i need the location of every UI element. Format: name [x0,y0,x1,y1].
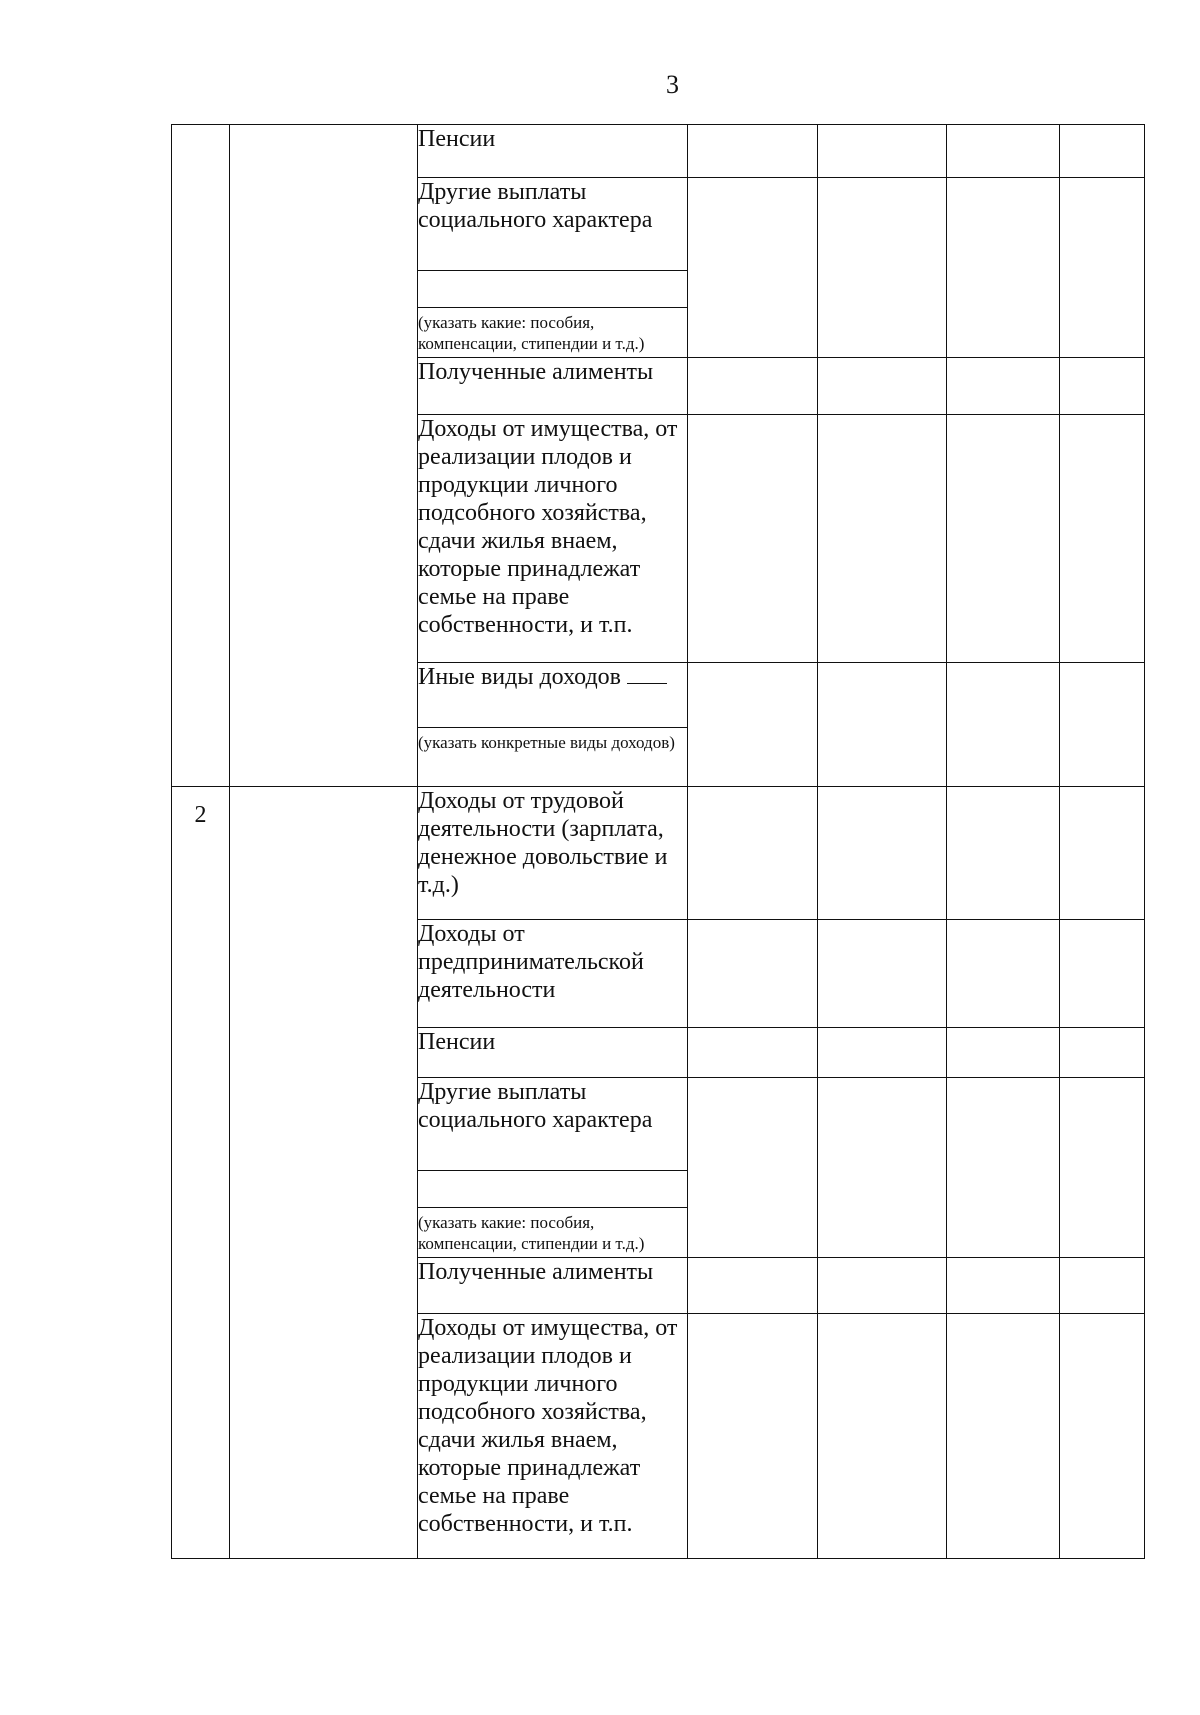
value-cell[interactable] [947,358,1060,415]
value-cell[interactable] [688,178,818,358]
income-type-cell [418,1314,688,1559]
value-cell[interactable] [688,1258,818,1314]
row-number-cell [172,787,230,1559]
value-cell[interactable] [947,663,1060,787]
income-type-cell [418,920,688,1028]
fill-in-inline[interactable] [627,663,667,684]
value-cell[interactable] [1060,1314,1145,1559]
value-cell[interactable] [1060,663,1145,787]
income-type-label: Доходы от имущества, от реализации плодов и продукции личного подсобного хозяйства, сдачи жилья внаем, которые принадлежат семье на праве собственности, и т.п. [418,416,678,638]
value-cell[interactable] [1060,1028,1145,1078]
value-cell[interactable] [688,787,818,920]
value-cell[interactable] [818,125,947,178]
income-type-label: Пенсии [418,126,496,152]
value-cell[interactable] [947,178,1060,358]
income-type-label: Иные виды доходов [418,663,687,691]
income-type-label: Доходы от предпринимательской деятельности [418,921,644,1003]
row-number: 2 [194,802,207,828]
income-table [171,124,1145,1559]
value-cell[interactable] [947,920,1060,1028]
table-row [172,125,1145,178]
value-cell[interactable] [947,125,1060,178]
value-cell[interactable] [688,1078,818,1258]
income-type-cell [418,1028,688,1078]
fill-in-line[interactable] [418,1144,687,1171]
value-cell[interactable] [818,415,947,663]
income-type-note: (указать конкретные виды доходов) [418,733,675,752]
value-cell[interactable] [688,125,818,178]
value-cell[interactable] [818,358,947,415]
value-cell[interactable] [947,1078,1060,1258]
income-type-cell [418,358,688,415]
value-cell[interactable] [688,663,818,787]
income-type-label: Полученные алименты [418,359,654,385]
income-type-cell [418,415,688,663]
fill-in-line[interactable] [418,281,687,308]
value-cell[interactable] [818,1028,947,1078]
value-cell[interactable] [947,1258,1060,1314]
value-cell[interactable] [688,358,818,415]
value-cell[interactable] [947,787,1060,920]
value-cell[interactable] [1060,787,1145,920]
income-type-label: Другие выплаты социального характера [418,179,653,233]
value-cell[interactable] [1060,920,1145,1028]
fill-in-line[interactable] [418,1181,687,1208]
value-cell[interactable] [818,178,947,358]
income-type-note: (указать какие: пособия, компенсации, стипендии и т.д.) [418,313,645,353]
income-type-label: Другие выплаты социального характера [418,1079,653,1133]
table-row [172,787,1145,920]
value-cell[interactable] [688,1028,818,1078]
value-cell[interactable] [688,1314,818,1559]
value-cell[interactable] [818,663,947,787]
value-cell[interactable] [688,415,818,663]
value-cell[interactable] [947,1028,1060,1078]
value-cell[interactable] [1060,415,1145,663]
fill-in-line[interactable] [418,244,687,271]
income-type-label: Доходы от имущества, от реализации плодов и продукции личного подсобного хозяйства, сдачи жилья внаем, которые принадлежат семье на праве собственности, и т.п. [418,1315,678,1537]
value-cell[interactable] [1060,1078,1145,1258]
member-cell[interactable] [230,787,418,1559]
value-cell[interactable] [818,1314,947,1559]
income-type-cell [418,663,688,787]
fill-in-line[interactable] [418,701,687,728]
member-cell[interactable] [230,125,418,787]
income-type-label: Полученные алименты [418,1259,654,1285]
value-cell[interactable] [818,1078,947,1258]
value-cell[interactable] [818,1258,947,1314]
income-type-cell [418,125,688,178]
value-cell[interactable] [1060,358,1145,415]
page-number: 3 [666,70,679,99]
income-type-label: Пенсии [418,1029,496,1055]
income-type-note: (указать какие: пособия, компенсации, стипендии и т.д.) [418,1213,645,1253]
row-number-cell [172,125,230,787]
income-type-cell [418,1078,688,1258]
value-cell[interactable] [688,920,818,1028]
income-type-cell [418,178,688,358]
income-type-cell [418,787,688,920]
value-cell[interactable] [818,920,947,1028]
value-cell[interactable] [947,415,1060,663]
income-type-label: Доходы от трудовой деятельности (зарплата, денежное довольствие и т.д.) [418,788,668,898]
row-number [172,125,229,140]
value-cell[interactable] [1060,1258,1145,1314]
value-cell[interactable] [1060,178,1145,358]
income-type-cell [418,1258,688,1314]
value-cell[interactable] [1060,125,1145,178]
value-cell[interactable] [818,787,947,920]
value-cell[interactable] [947,1314,1060,1559]
